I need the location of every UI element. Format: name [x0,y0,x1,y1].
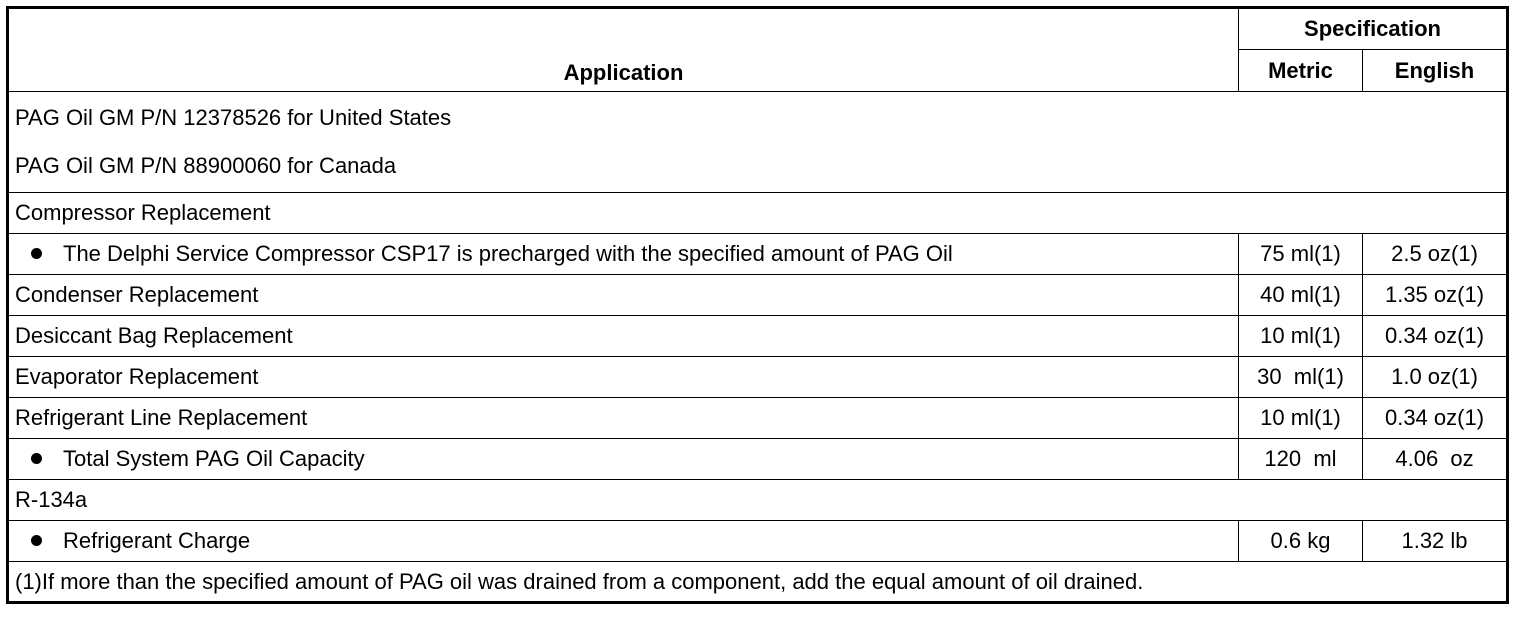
part-number-canada: PAG Oil GM P/N 88900060 for Canada [15,153,397,178]
row-label: Evaporator Replacement [8,357,1239,398]
table-row [8,234,1508,275]
table-row [8,316,1508,357]
specification-header: Specification [1239,8,1508,50]
table-row [8,521,1508,562]
metric-value: 10 ml(1) [1239,316,1363,357]
english-value: 1.35 oz(1) [1363,275,1508,316]
table-row [8,275,1508,316]
english-value: 0.34 oz(1) [1363,316,1508,357]
section-title-compressor: Compressor Replacement [8,193,1508,234]
english-value: 1.32 lb [1363,521,1508,562]
bullet-icon [31,535,42,546]
section-title-r134a: R-134a [8,480,1508,521]
english-value: 2.5 oz(1) [1363,234,1508,275]
row-label: Desiccant Bag Replacement [8,316,1239,357]
specification-table [6,6,1509,604]
table-row [8,357,1508,398]
bullet-icon [31,453,42,464]
metric-value: 30 ml(1) [1239,357,1363,398]
metric-value: 40 ml(1) [1239,275,1363,316]
application-header: Application [8,8,1239,92]
english-value: 4.06 oz [1363,439,1508,480]
english-value: 0.34 oz(1) [1363,398,1508,439]
row-label: The Delphi Service Compressor CSP17 is precharged with the specified amount of PAG Oil [8,234,1239,275]
row-label: Total System PAG Oil Capacity [8,439,1239,480]
metric-value: 10 ml(1) [1239,398,1363,439]
english-header: English [1363,50,1508,92]
table-row [8,398,1508,439]
table-row [8,439,1508,480]
footnote: (1)If more than the specified amount of PAG oil was drained from a component, add the equal amount of oil drained. [8,562,1508,603]
part-number-us: PAG Oil GM P/N 12378526 for United States [15,105,452,130]
part-numbers-cell [8,92,1508,193]
bullet-icon [31,248,42,259]
metric-value: 75 ml(1) [1239,234,1363,275]
row-label: Refrigerant Charge [8,521,1239,562]
metric-value: 120 ml [1239,439,1363,480]
metric-header: Metric [1239,50,1363,92]
english-value: 1.0 oz(1) [1363,357,1508,398]
row-label: Refrigerant Line Replacement [8,398,1239,439]
metric-value: 0.6 kg [1239,521,1363,562]
row-label: Condenser Replacement [8,275,1239,316]
